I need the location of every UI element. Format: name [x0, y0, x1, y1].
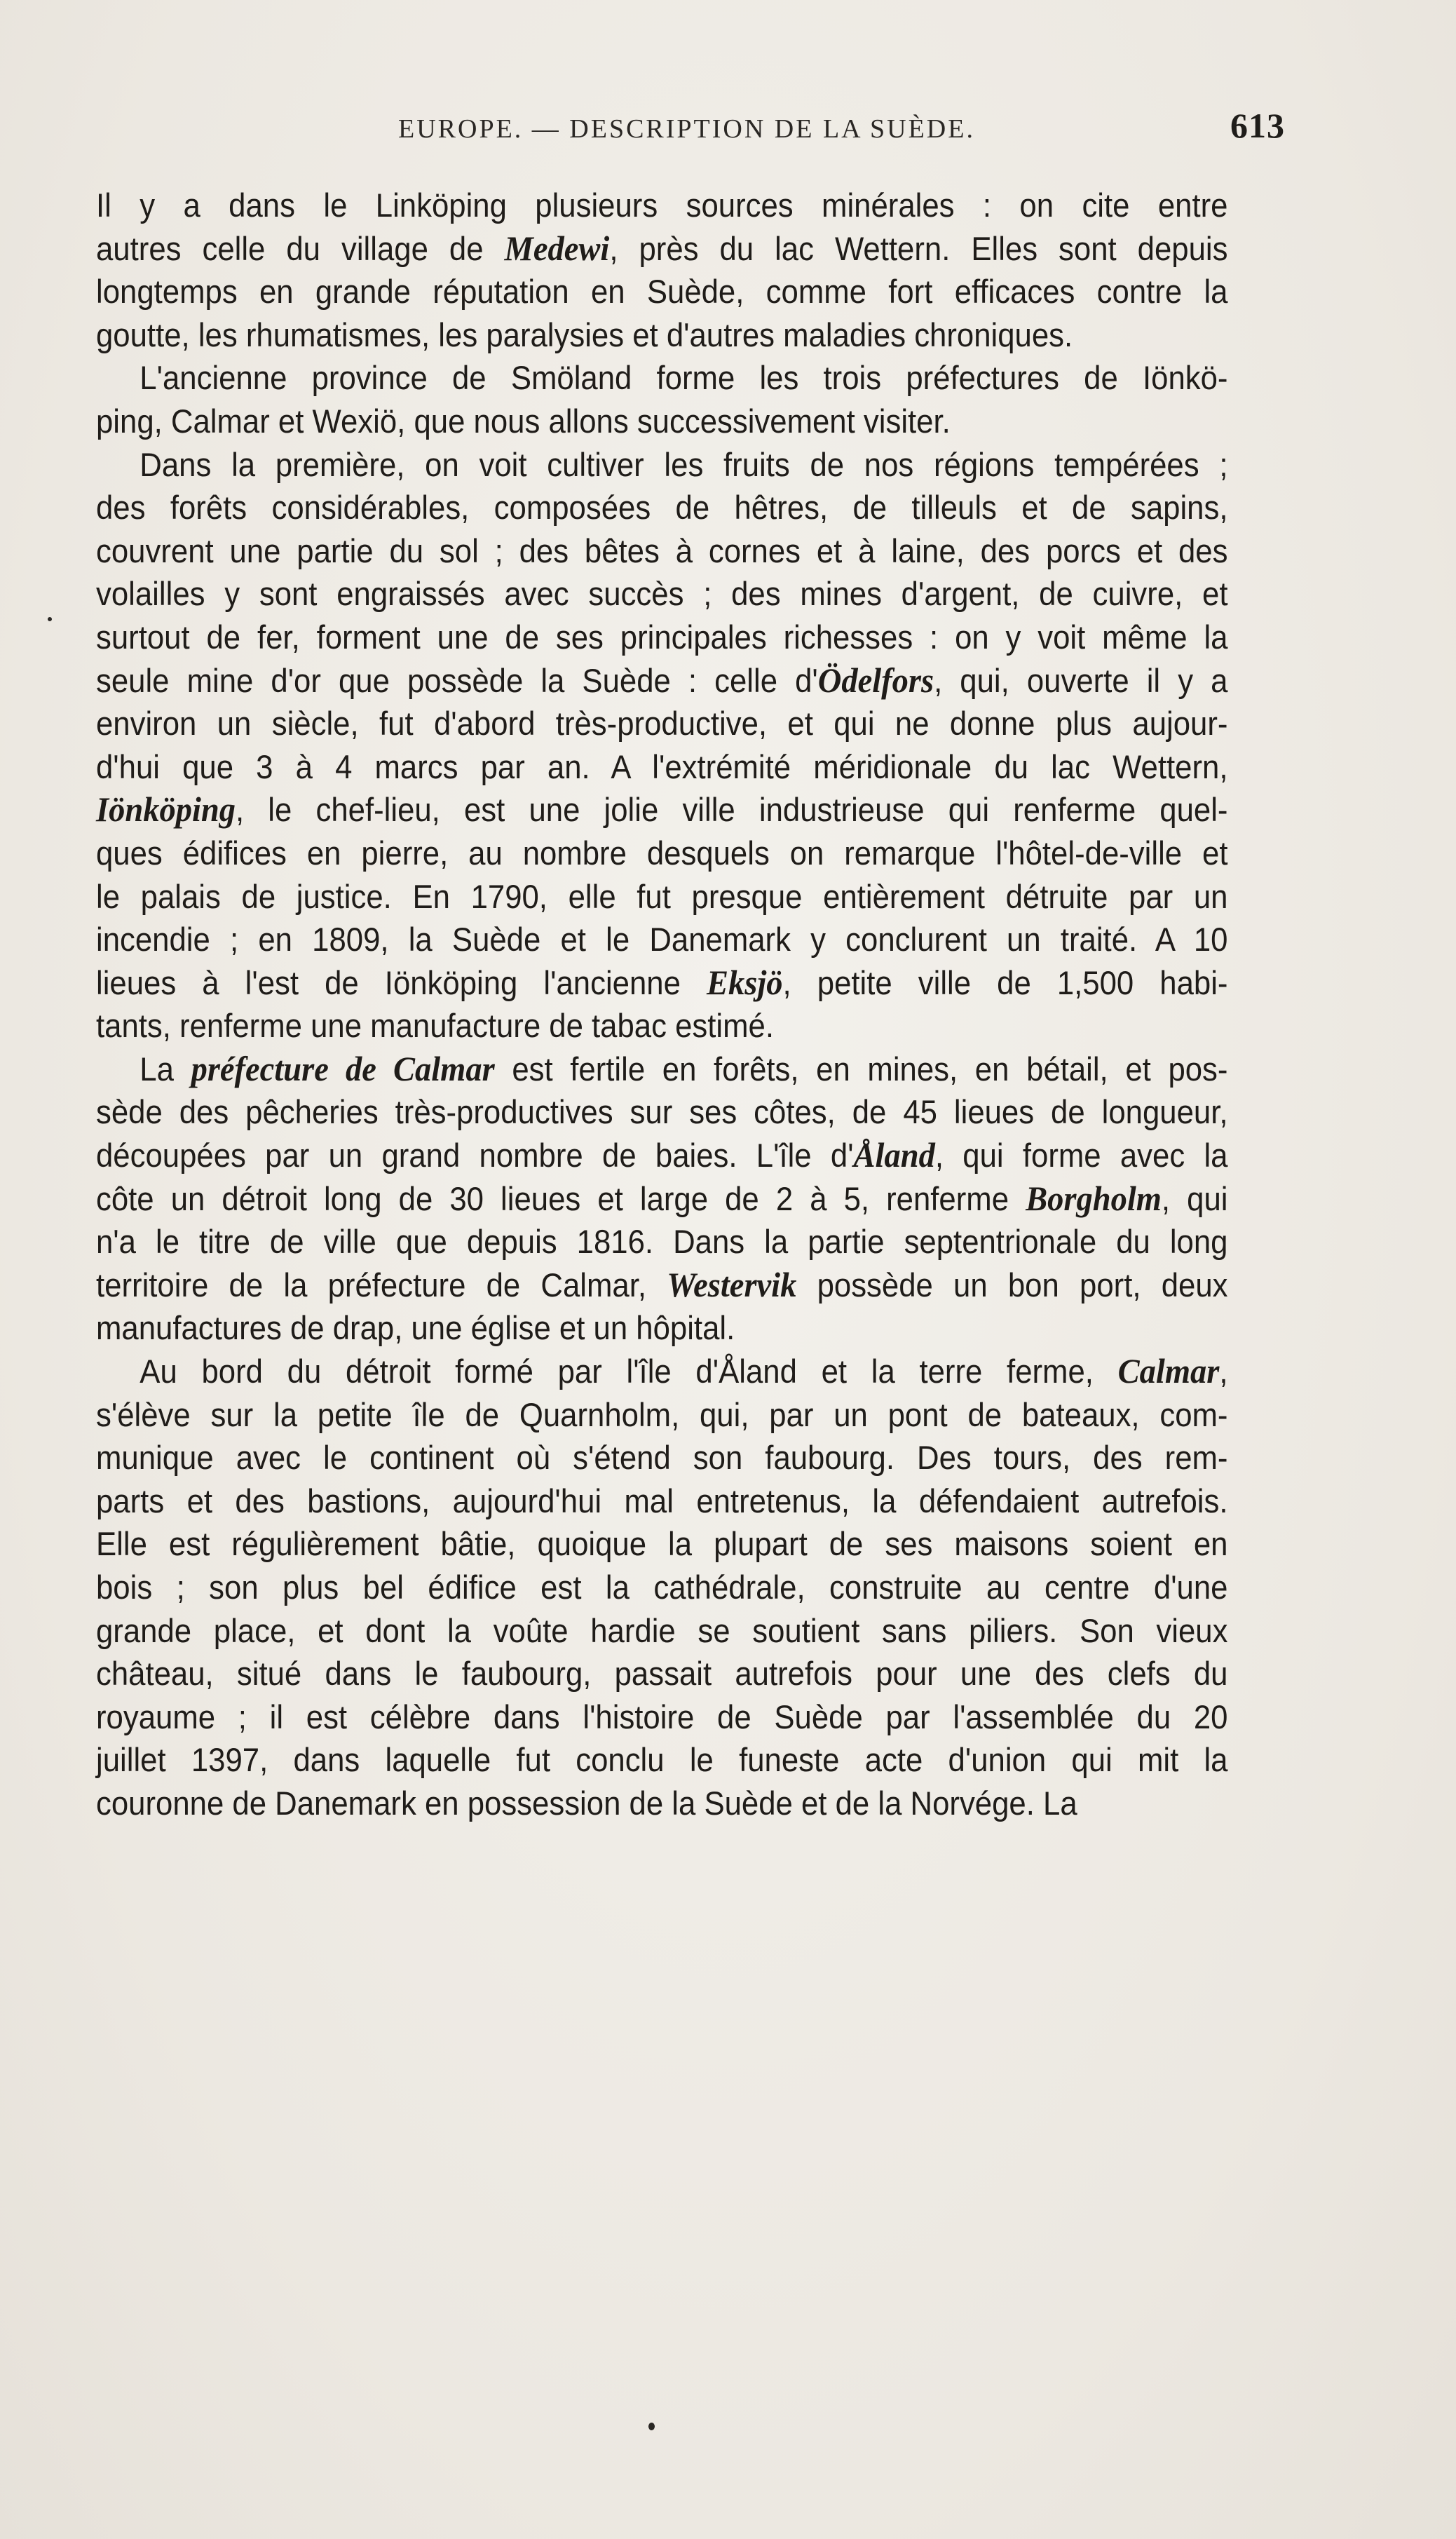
- text-run: côte un détroit long de 30 lieues et large de 2 à 5, renferme: [96, 1179, 1026, 1217]
- text-line: [96, 1609, 1227, 1653]
- italic-term: Borgholm: [1026, 1178, 1162, 1218]
- text-line: [96, 1522, 1227, 1566]
- running-head: EUROPE. — DESCRIPTION DE LA SUÈDE.: [398, 114, 975, 144]
- text-run: , qui forme avec la: [934, 1137, 1228, 1174]
- text-line: [96, 227, 1227, 271]
- text-line: [96, 1480, 1227, 1523]
- text-run: ,: [1219, 1353, 1228, 1390]
- text-line: [96, 184, 1227, 227]
- page-number: 613: [1230, 106, 1285, 145]
- text-line: [96, 1652, 1227, 1695]
- text-run: tants, renferme une manufacture de tabac estimé.: [96, 1007, 775, 1045]
- text-line: [96, 918, 1227, 961]
- text-run: couvrent une partie du sol ; des bêtes à cornes et à laine, des porcs et des: [96, 532, 1228, 569]
- text-run: d'hui que 3 à 4 marcs par an. A l'extrémité méridionale du lac Wettern,: [96, 747, 1228, 785]
- text-line: [96, 1782, 1227, 1825]
- text-run: parts et des bastions, aujourd'hui mal entretenus, la défendaient autrefois.: [96, 1482, 1228, 1519]
- text-line: [96, 659, 1227, 703]
- italic-term: Westervik: [667, 1264, 797, 1304]
- text-run: Au bord du détroit formé par l'île d'Åland et la terre ferme,: [140, 1353, 1118, 1390]
- text-line: [96, 616, 1227, 659]
- text-run: longtemps en grande réputation en Suède, comme fort efficaces contre la: [96, 273, 1228, 311]
- italic-term: préfecture de Calmar: [191, 1048, 495, 1088]
- text-line: [96, 1393, 1227, 1437]
- text-run: manufactures de drap, une église et un hôpital.: [96, 1309, 735, 1347]
- text-line: [96, 1566, 1227, 1609]
- text-line: [96, 572, 1227, 616]
- text-line: [96, 788, 1227, 832]
- text-run: goutte, les rhumatismes, les paralysies et d'autres maladies chroniques.: [96, 316, 1073, 353]
- text-run: le palais de justice. En 1790, elle fut presque entièrement détruite par un: [96, 877, 1228, 915]
- text-run: juillet 1397, dans laquelle fut conclu le funeste acte d'union qui mit la: [96, 1741, 1228, 1779]
- text-run: , qui, ouverte il y a: [934, 661, 1228, 699]
- italic-term: Iönköping: [96, 790, 236, 830]
- text-run: volailles y sont engraissés avec succès ; des mines d'argent, de cuivre, et: [96, 575, 1228, 613]
- text-run: royaume ; il est célèbre dans l'histoire de Suède par l'assemblée du 20: [96, 1698, 1228, 1735]
- ink-speck: [648, 2423, 655, 2430]
- text-run: château, situé dans le faubourg, passait autrefois pour une des clefs du: [96, 1655, 1228, 1693]
- text-line: [96, 1220, 1227, 1264]
- text-run: munique avec le continent où s'étend son faubourg. Des tours, des rem-: [96, 1439, 1228, 1477]
- text-line: [96, 1695, 1227, 1739]
- text-line: [96, 875, 1227, 919]
- text-run: ping, Calmar et Wexiö, que nous allons successivement visiter.: [96, 402, 951, 440]
- ink-speck: [48, 617, 52, 621]
- text-run: autres celle du village de: [96, 229, 505, 267]
- text-run: s'élève sur la petite île de Quarnholm, qui, par un pont de bateaux, com-: [96, 1395, 1228, 1433]
- italic-term: Åland: [853, 1135, 935, 1175]
- text-line: [96, 443, 1227, 487]
- text-line: [96, 702, 1227, 745]
- text-line: [96, 270, 1227, 313]
- text-line: [96, 529, 1227, 573]
- text-run: Dans la première, on voit cultiver les fruits de nos régions tempérées ;: [140, 445, 1228, 483]
- text-run: incendie ; en 1809, la Suède et le Danemark y conclurent un traité. A 10: [96, 921, 1228, 959]
- text-run: ques édifices en pierre, au nombre desquels on remarque l'hôtel-de-ville et: [96, 834, 1228, 872]
- text-run: lieues à l'est de Iönköping l'ancienne: [96, 963, 707, 1001]
- text-run: , le chef-lieu, est une jolie ville industrieuse qui renferme quel-: [235, 791, 1228, 829]
- italic-term: Eksjö: [707, 962, 783, 1002]
- text-run: bois ; son plus bel édifice est la cathédrale, construite au centre d'une: [96, 1569, 1228, 1606]
- text-line: [96, 1177, 1227, 1221]
- text-run: territoire de la préfecture de Calmar,: [96, 1266, 667, 1304]
- italic-term: Ödelfors: [817, 660, 934, 700]
- text-run: , près du lac Wettern. Elles sont depuis: [609, 229, 1228, 267]
- text-run: Elle est régulièrement bâtie, quoique la plupart de ses maisons soient en: [96, 1525, 1228, 1563]
- text-run: est fertile en forêts, en mines, en bétail, et pos-: [494, 1050, 1228, 1088]
- text-line: [96, 1090, 1227, 1134]
- text-line: [96, 1436, 1227, 1480]
- text-line: [96, 1134, 1227, 1177]
- text-run: , petite ville de 1,500 habi-: [782, 963, 1228, 1001]
- text-run: La: [140, 1050, 191, 1088]
- text-run: couronne de Danemark en possession de la Suède et de la Norvége. La: [96, 1784, 1077, 1822]
- text-run: n'a le titre de ville que depuis 1816. Dans la partie septentrionale du long: [96, 1223, 1228, 1261]
- text-line: [96, 961, 1227, 1005]
- text-run: L'ancienne province de Smöland forme les trois préfectures de Iönkö-: [140, 359, 1228, 397]
- text-line: [96, 832, 1227, 875]
- body-text: [96, 184, 1227, 1825]
- text-line: [96, 1048, 1227, 1091]
- text-run: des forêts considérables, composées de hêtres, de tilleuls et de sapins,: [96, 489, 1228, 527]
- italic-term: Calmar: [1117, 1351, 1220, 1391]
- text-line: [96, 1350, 1227, 1393]
- text-run: surtout de fer, forment une de ses principales richesses : on y voit même la: [96, 618, 1228, 656]
- text-run: Il y a dans le Linköping plusieurs sources minérales : on cite entre: [96, 187, 1228, 224]
- text-line: [96, 1004, 1227, 1048]
- text-line: [96, 313, 1227, 357]
- text-run: seule mine d'or que possède la Suède : celle d': [96, 661, 818, 699]
- text-run: découpées par un grand nombre de baies. L'île d': [96, 1137, 854, 1174]
- text-line: [96, 400, 1227, 443]
- text-line: [96, 486, 1227, 529]
- text-run: , qui: [1161, 1179, 1228, 1217]
- text-line: [96, 1306, 1227, 1350]
- text-line: [96, 1738, 1227, 1782]
- text-run: sède des pêcheries très-productives sur ses côtes, de 45 lieues de longueur,: [96, 1093, 1228, 1131]
- page-header: [398, 105, 1285, 154]
- text-line: [96, 1264, 1227, 1307]
- text-run: environ un siècle, fut d'abord très-productive, et qui ne donne plus aujour-: [96, 705, 1228, 743]
- text-line: [96, 745, 1227, 789]
- text-run: grande place, et dont la voûte hardie se soutient sans piliers. Son vieux: [96, 1611, 1228, 1649]
- italic-term: Medewi: [504, 228, 610, 268]
- text-line: [96, 356, 1227, 400]
- text-run: possède un bon port, deux: [796, 1266, 1228, 1304]
